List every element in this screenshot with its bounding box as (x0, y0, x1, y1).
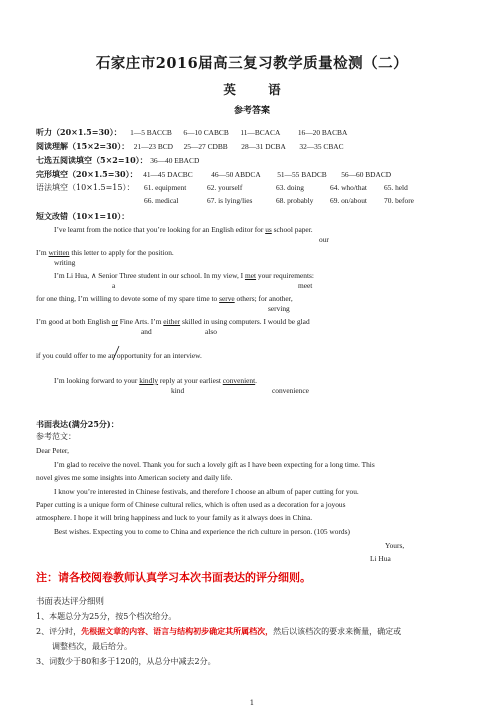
correction-fix: convenience (272, 386, 309, 395)
text-segment: . (255, 376, 258, 385)
error-correction-label: 短文改错（10×1=10）： (36, 211, 130, 221)
text-segment: I’m looking forward to your (54, 376, 140, 385)
answer-item: 1—5 BACCB (130, 128, 172, 137)
correction-fix: meet (298, 281, 313, 290)
error-word: kindly (139, 376, 159, 385)
reading-label: 阅读理解（15×2=30）： (36, 141, 130, 151)
grammar-answer: 70. before (384, 196, 414, 205)
seven-choose-five-label: 七选五阅读填空（5×2=10）： (36, 155, 148, 165)
answer-item: 41—45 DACBC (143, 170, 193, 179)
correction-fix: a (112, 281, 116, 290)
text-segment: school paper. (271, 225, 313, 234)
grammar-answer: 66. medical (144, 196, 179, 205)
error-word: written (48, 248, 70, 257)
answer-key-heading: 参考答案 (233, 106, 270, 116)
subject-heading: 英 语 (223, 82, 295, 97)
error-word: us (265, 225, 272, 234)
criteria-item-continued: 调整档次，最后给分。 (52, 642, 132, 651)
listening-row (36, 127, 347, 138)
sample-essay-label: 参考范文： (36, 432, 76, 441)
correction-fix: writing (54, 258, 76, 267)
answer-item: 28—31 DCBA (241, 142, 286, 151)
correction-fix: and (141, 327, 152, 336)
essay-signature: Li Hua (370, 554, 391, 563)
page-title: 石家庄市2016届高三复习教学质量检测（二） (95, 55, 409, 72)
error-word: or (111, 317, 118, 326)
essay-closing: Yours, (385, 541, 405, 550)
correction-fix: serving (268, 304, 290, 313)
highlighted-text: 先根据文章的内容、语言与结构初步确定其所属档次， (81, 626, 274, 636)
error-word: met (244, 271, 257, 280)
text-segment: Fine Arts. I’m (117, 317, 164, 326)
grammar-answer: 68. probably (276, 196, 314, 205)
answer-item: 51—55 BADCB (277, 170, 327, 179)
answer-item: 11—BCACA (240, 128, 281, 137)
correction-line-5 (36, 316, 310, 327)
cloze-label: 完形填空（20×1.5=30）： (36, 169, 138, 179)
answer-item: 36—40 EBACD (150, 156, 200, 165)
answer-item: 16—20 BACBA (297, 128, 348, 137)
seven-choose-five-row (36, 155, 199, 166)
grammar-answer: 65. held (384, 183, 408, 192)
grammar-answer: 63. doing (276, 183, 304, 192)
grammar-answer: 62. yourself (207, 183, 243, 192)
text-segment: others; for another, (234, 294, 293, 303)
correction-line-4 (36, 293, 293, 304)
text-segment: I’m (36, 248, 49, 257)
text-segment: this letter to apply for the position. (69, 248, 174, 257)
answer-item: 6—10 CABCB (183, 128, 229, 137)
error-word: either (163, 317, 181, 326)
page-number: 1 (249, 699, 255, 707)
correction-fix: kind (171, 386, 185, 395)
text-segment: I’m Li Hua, ∧ Senior Three student in our school. In my view, I (54, 271, 245, 280)
correction-line-1 (54, 224, 313, 235)
criteria-item: 3、词数少于80和多于120的，从总分中减去2分。 (36, 657, 216, 666)
essay-line: I know you’re interested in Chinese festivals, and therefore I choose an album of paper cutting for you. (54, 487, 359, 496)
text-segment: 然后以该档次的要求来衡量，确定或 (273, 627, 402, 636)
essay-line: novel gives me some insights into American society and daily life. (36, 473, 233, 482)
essay-greeting: Dear Peter, (36, 446, 69, 455)
criteria-title: 书面表达评分细则 (36, 597, 105, 607)
answer-item: 32—35 CBAC (299, 142, 344, 151)
answer-item: 56—60 BDACD (341, 170, 392, 179)
grammar-answer: 64. who/that (330, 183, 367, 192)
error-word: serve (219, 294, 235, 303)
essay-line: Best wishes. Expecting you to come to China and experience the rich culture in person. (105 words) (54, 527, 350, 536)
grammar-answer: 61. equipment (144, 183, 187, 192)
correction-line-7 (54, 375, 257, 386)
correction-fix: our (319, 235, 329, 244)
error-word: convenient (222, 376, 256, 385)
correction-fix: also (205, 327, 217, 336)
grammar-fill-label: 语法填空（10×1.5=15）： (36, 183, 135, 192)
grading-note: 注：请各校阅卷教师认真学习本次书面表达的评分细则。 (36, 571, 311, 584)
text-segment: I’ve learnt from the notice that you’re looking for an English editor for (54, 225, 266, 234)
text-segment: skilled in using computers. I would be glad (180, 317, 310, 326)
text-segment: reply at your earliest (158, 376, 223, 385)
correction-line-6: if you could offer to me an opportunity for an interview. (36, 351, 202, 360)
text-segment: I’m good at both English (36, 317, 112, 326)
writing-label: 书面表达(满分25分)： (36, 419, 119, 429)
reading-row (36, 141, 344, 152)
essay-line: Paper cutting is a unique form of Chinese cultural relics, which is often used as a decoration for a joyous (36, 500, 346, 509)
text-segment: for one thing, I’m willing to devote some of my spare time to (36, 294, 220, 303)
answer-item: 21—23 BCD (133, 142, 174, 151)
answer-item: 46—50 ABDCA (211, 170, 261, 179)
correction-line-2 (36, 247, 174, 258)
deletion-mark (111, 345, 121, 361)
criteria-item (36, 626, 401, 637)
listening-label: 听力（20×1.5=30）： (36, 127, 122, 137)
cloze-row (36, 169, 391, 180)
essay-line: I’m glad to receive the novel. Thank you for such a lovely gift as I have been expecting for a long time. This (54, 460, 375, 469)
essay-line: atmosphere. I hope it will bring happiness and luck to your family as it always does in China. (36, 513, 313, 522)
answer-item: 25—27 CDBB (183, 142, 228, 151)
text-segment: 2、评分时， (36, 627, 82, 636)
criteria-item: 1、本题总分为25分，按5个档次给分。 (36, 612, 177, 621)
grammar-answer: 69. on/about (330, 196, 367, 205)
text-segment: your requirements: (256, 271, 314, 280)
correction-line-3 (54, 270, 314, 281)
grammar-answer: 67. is lying/lies (207, 196, 253, 205)
